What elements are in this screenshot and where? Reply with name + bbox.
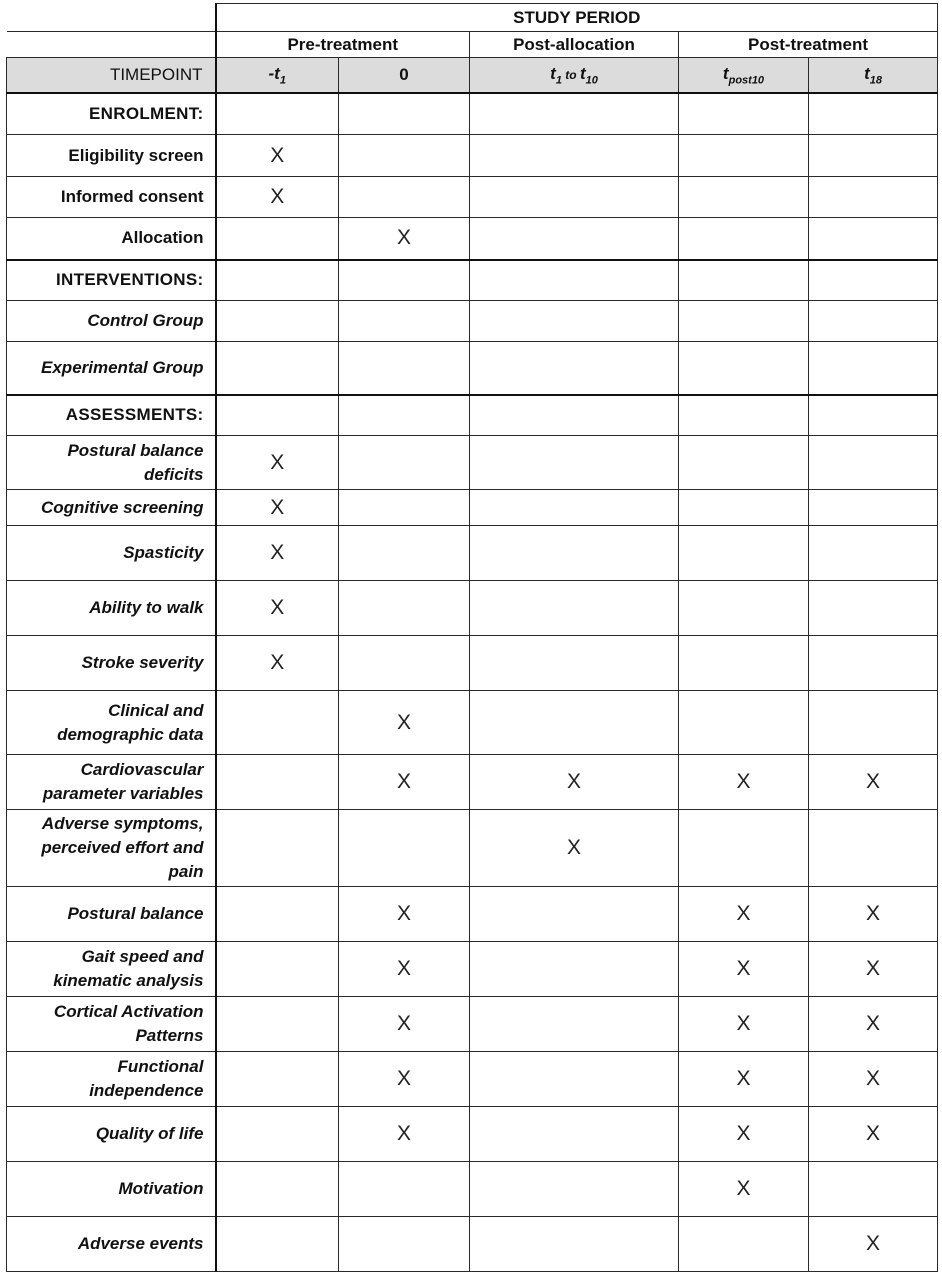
x-mark-cell: X: [339, 942, 470, 997]
schedule-row-spasticity: [7, 526, 938, 581]
empty-cell: [809, 436, 938, 490]
empty-cell: [679, 636, 809, 691]
row-label: Functional independence: [7, 1052, 216, 1107]
row-label: Clinical and demographic data: [7, 691, 216, 755]
row-label: Cardiovascular parameter variables: [7, 755, 216, 810]
schedule-row-stroke-severity: [7, 636, 938, 691]
timepoint-zero: 0: [339, 58, 470, 93]
empty-cell: [679, 395, 809, 436]
row-label: Adverse events: [7, 1217, 216, 1272]
empty-cell: [216, 997, 339, 1052]
study-period-row: [7, 4, 938, 32]
spirit-schedule-table: [6, 3, 938, 1272]
empty-cell: [809, 260, 938, 301]
empty-cell: [470, 581, 679, 636]
empty-cell: [339, 260, 470, 301]
empty-cell: [470, 135, 679, 177]
x-mark-cell: X: [216, 581, 339, 636]
empty-cell: [809, 342, 938, 395]
empty-cell: [679, 342, 809, 395]
empty-cell: [809, 135, 938, 177]
empty-cell: [216, 342, 339, 395]
timepoint-minus-t1: $-t_1$: [216, 58, 339, 93]
empty-cell: [809, 1162, 938, 1217]
section-row-assessments: [7, 395, 938, 436]
x-mark-cell: X: [679, 1107, 809, 1162]
empty-cell: [216, 810, 339, 887]
x-mark-cell: X: [339, 218, 470, 260]
empty-cell: [679, 436, 809, 490]
empty-cell: [679, 135, 809, 177]
row-label: Postural balance: [7, 887, 216, 942]
x-mark-cell: X: [809, 755, 938, 810]
empty-cell: [679, 526, 809, 581]
empty-cell: [339, 135, 470, 177]
empty-cell: [470, 490, 679, 526]
empty-cell: [216, 691, 339, 755]
x-mark-cell: X: [679, 1052, 809, 1107]
x-mark-cell: X: [679, 755, 809, 810]
row-label: Informed consent: [7, 177, 216, 218]
empty-cell: [470, 1052, 679, 1107]
row-label: Gait speed and kinematic analysis: [7, 942, 216, 997]
x-mark-cell: X: [216, 526, 339, 581]
corner-cell: [7, 4, 216, 32]
empty-cell: [679, 1217, 809, 1272]
empty-cell: [679, 581, 809, 636]
empty-cell: [470, 395, 679, 436]
x-mark-cell: X: [809, 942, 938, 997]
schedule-row-control-group: [7, 301, 938, 342]
empty-cell: [679, 810, 809, 887]
x-mark-cell: X: [470, 755, 679, 810]
empty-cell: [470, 636, 679, 691]
group-header-pre-treatment: Pre-treatment: [216, 32, 470, 58]
empty-cell: [809, 636, 938, 691]
empty-cell: [470, 1162, 679, 1217]
empty-cell: [809, 218, 938, 260]
x-mark-cell: X: [809, 887, 938, 942]
schedule-row-postural-balance: [7, 887, 938, 942]
empty-cell: [339, 436, 470, 490]
empty-cell: [339, 1217, 470, 1272]
x-mark-cell: X: [216, 177, 339, 218]
empty-cell: [470, 177, 679, 218]
x-mark-cell: X: [679, 887, 809, 942]
timepoint-t1-to-t10: $t_1$ to $t_{10}$: [470, 58, 679, 93]
empty-cell: [679, 218, 809, 260]
schedule-row-clinical-and-demographic-data: [7, 691, 938, 755]
empty-cell: [470, 218, 679, 260]
empty-cell: [339, 810, 470, 887]
schedule-row-motivation: [7, 1162, 938, 1217]
x-mark-cell: X: [470, 810, 679, 887]
section-row-interventions: [7, 260, 938, 301]
x-mark-cell: X: [679, 942, 809, 997]
empty-cell: [470, 93, 679, 135]
schedule-row-experimental-group: [7, 342, 938, 395]
schedule-row-cortical-activation-patterns: [7, 997, 938, 1052]
empty-cell: [216, 1052, 339, 1107]
row-label: Ability to walk: [7, 581, 216, 636]
row-label: Spasticity: [7, 526, 216, 581]
period-group-row: [7, 32, 938, 58]
empty-cell: [339, 301, 470, 342]
empty-cell: [470, 887, 679, 942]
x-mark-cell: X: [339, 691, 470, 755]
row-label: Postural balance deficits: [7, 436, 216, 490]
empty-cell: [216, 218, 339, 260]
empty-cell: [339, 395, 470, 436]
group-header-post-treatment: Post-treatment: [679, 32, 938, 58]
x-mark-cell: X: [679, 997, 809, 1052]
empty-cell: [216, 1107, 339, 1162]
schedule-row-eligibility-screen: [7, 135, 938, 177]
x-mark-cell: X: [339, 1107, 470, 1162]
empty-cell: [216, 301, 339, 342]
section-row-enrolment: [7, 93, 938, 135]
empty-cell: [470, 997, 679, 1052]
empty-cell: [470, 260, 679, 301]
empty-cell: [339, 526, 470, 581]
schedule-row-quality-of-life: [7, 1107, 938, 1162]
x-mark-cell: X: [809, 997, 938, 1052]
schedule-row-cardiovascular-parameter-variables: [7, 755, 938, 810]
empty-cell: [809, 691, 938, 755]
row-label: Cortical Activation Patterns: [7, 997, 216, 1052]
x-mark-cell: X: [809, 1107, 938, 1162]
empty-cell: [339, 342, 470, 395]
timepoint-label: TIMEPOINT: [7, 58, 216, 93]
x-mark-cell: X: [339, 997, 470, 1052]
empty-cell: [216, 260, 339, 301]
schedule-row-cognitive-screening: [7, 490, 938, 526]
empty-cell: [470, 942, 679, 997]
empty-cell: [339, 581, 470, 636]
row-label: Cognitive screening: [7, 490, 216, 526]
empty-cell: [809, 490, 938, 526]
section-title: INTERVENTIONS:: [7, 260, 216, 301]
schedule-row-adverse-symptoms-perceived-effort-and-pain: [7, 810, 938, 887]
empty-cell: [809, 301, 938, 342]
row-label: Control Group: [7, 301, 216, 342]
empty-cell: [470, 301, 679, 342]
timepoint-t18: $t_{18}$: [809, 58, 938, 93]
timepoint-row: [7, 58, 938, 93]
empty-cell: [679, 93, 809, 135]
empty-cell: [679, 490, 809, 526]
empty-cell: [809, 395, 938, 436]
row-label: Eligibility screen: [7, 135, 216, 177]
study-period-header: STUDY PERIOD: [216, 4, 938, 32]
empty-cell: [809, 526, 938, 581]
row-label: Experimental Group: [7, 342, 216, 395]
empty-cell: [679, 691, 809, 755]
empty-cell: [470, 1217, 679, 1272]
empty-cell: [679, 177, 809, 218]
schedule-row-allocation: [7, 218, 938, 260]
x-mark-cell: X: [679, 1162, 809, 1217]
empty-cell: [470, 342, 679, 395]
empty-cell: [216, 1217, 339, 1272]
empty-cell: [339, 1162, 470, 1217]
empty-cell: [216, 395, 339, 436]
empty-cell: [809, 581, 938, 636]
empty-cell: [216, 887, 339, 942]
empty-cell: [216, 755, 339, 810]
empty-cell: [470, 436, 679, 490]
empty-cell: [470, 526, 679, 581]
empty-cell: [679, 301, 809, 342]
x-mark-cell: X: [809, 1052, 938, 1107]
corner-cell: [7, 32, 216, 58]
empty-cell: [339, 636, 470, 691]
empty-cell: [339, 490, 470, 526]
row-label: Motivation: [7, 1162, 216, 1217]
x-mark-cell: X: [339, 755, 470, 810]
section-title: ENROLMENT:: [7, 93, 216, 135]
row-label: Quality of life: [7, 1107, 216, 1162]
timepoint-t-post10: $t_{post10}$: [679, 58, 809, 93]
schedule-row-adverse-events: [7, 1217, 938, 1272]
x-mark-cell: X: [339, 887, 470, 942]
empty-cell: [216, 93, 339, 135]
x-mark-cell: X: [216, 135, 339, 177]
empty-cell: [679, 260, 809, 301]
empty-cell: [470, 691, 679, 755]
empty-cell: [809, 810, 938, 887]
empty-cell: [216, 942, 339, 997]
schedule-row-postural-balance-deficits: [7, 436, 938, 490]
empty-cell: [339, 177, 470, 218]
row-label: Allocation: [7, 218, 216, 260]
x-mark-cell: X: [216, 636, 339, 691]
row-label: Adverse symptoms, perceived effort and pain: [7, 810, 216, 887]
schedule-row-functional-independence: [7, 1052, 938, 1107]
group-header-post-allocation: Post-allocation: [470, 32, 679, 58]
empty-cell: [339, 93, 470, 135]
x-mark-cell: X: [339, 1052, 470, 1107]
x-mark-cell: X: [809, 1217, 938, 1272]
schedule-row-informed-consent: [7, 177, 938, 218]
empty-cell: [470, 1107, 679, 1162]
schedule-row-ability-to-walk: [7, 581, 938, 636]
row-label: Stroke severity: [7, 636, 216, 691]
x-mark-cell: X: [216, 436, 339, 490]
empty-cell: [809, 93, 938, 135]
section-title: ASSESSMENTS:: [7, 395, 216, 436]
x-mark-cell: X: [216, 490, 339, 526]
empty-cell: [809, 177, 938, 218]
schedule-row-gait-speed-and-kinematic-analysis: [7, 942, 938, 997]
empty-cell: [216, 1162, 339, 1217]
